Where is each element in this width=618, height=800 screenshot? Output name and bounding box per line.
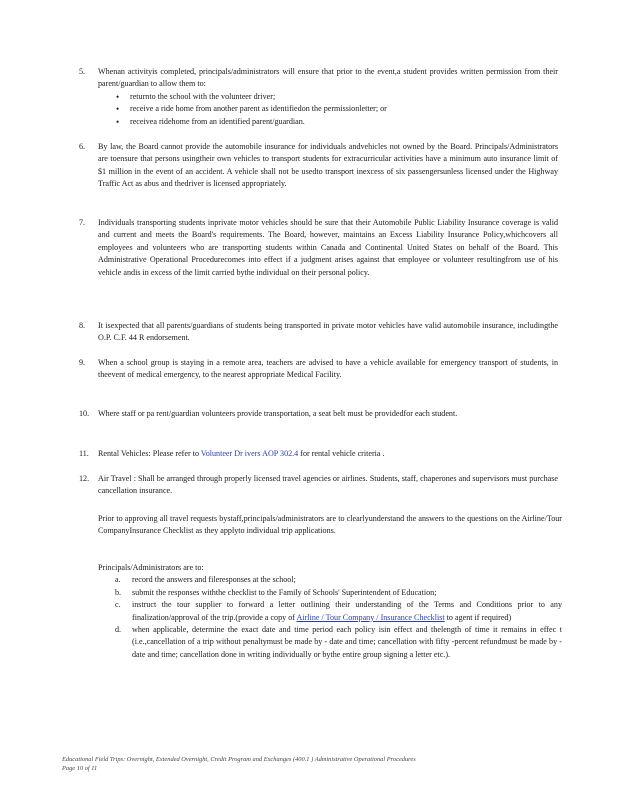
list-item-8	[80, 320, 558, 345]
item-text: It isexpected that all parents/guardians of students being transported in private motor vehicles have valid automobile insurance, includingthe O.P. C.F. 44 R endorsement.	[98, 321, 558, 343]
volunteer-drivers-link[interactable]: Volunteer Dr ivers AOP 302.4	[200, 449, 299, 458]
sub-item-b: b. submit the responses withthe checklist to the Family of Schools' Superintendent of Education;	[115, 587, 437, 597]
item-number: 10.	[79, 409, 90, 418]
principals-section	[98, 562, 562, 661]
sub-item-d: d. when applicable, determine the exact date and time period each policy isin effect and thelength of time it remains in effec t (i.e.,cancellation of a trip without penaltymust be made by - date and time; cancellation with fifty -percent refundmust be made by - date and time; cancellation done in writing individually or bythe entire group signing a letter etc.).	[115, 625, 562, 659]
item-number: 7.	[79, 218, 86, 227]
item-number: 5.	[79, 67, 86, 76]
item-text: Where staff or pa rent/guardian volunteers provide transportation, a seat belt must be providedfor each student.	[98, 409, 458, 418]
list-item-6	[80, 141, 558, 191]
bullet-list	[80, 91, 558, 128]
bullet-item: • receivea ridehome from an identified parent/guardian.	[116, 116, 558, 128]
principals-intro: Principals/Administrators are to:	[98, 563, 204, 572]
list-item-12	[80, 473, 558, 498]
item-number: 11.	[79, 449, 89, 458]
item-text: Air Travel : Shall be arranged through properly licensed travel agencies or airlines. Students, staff, chaperones and supervisors must purchase cancellation insurance.	[98, 474, 558, 496]
list-item-10	[80, 408, 558, 420]
sub-item-c: c. instruct the tour supplier to forward a letter outlining their understanding of the Terms and Conditions prior to any finalization/approval of the trip.(provide a copy of Airline / Tour Company / Insurance Checklist to agent if required)	[115, 600, 562, 622]
bullet-item: • returnto the school with the volunteer driver;	[116, 91, 558, 103]
page-footer	[62, 755, 542, 773]
list-item-7	[80, 217, 558, 279]
sub-item-a: a. record the answers and fileresponses at the school;	[115, 575, 296, 585]
bullet-item: • receive a ride home from another parent as identifiedon the permissionletter; or	[116, 103, 558, 115]
list-item-9	[80, 357, 558, 382]
item-text: Whenan activityis completed, principals/administrators will ensure that prior to the event,a student provides written permission from their parent/guardian to allow them to:	[98, 67, 558, 89]
item-number: 6.	[79, 142, 86, 151]
sub-item-list	[98, 574, 562, 661]
rental-vehicles-text-after: for rental vehicle criteria .	[300, 449, 385, 458]
item-number: 9.	[79, 358, 86, 367]
footer-title: Educational Field Trips: Overnight, Extended Overnight, Credit Program and Exchanges (400.1 ) Administrative Operational Procedures	[62, 756, 416, 763]
item-number: 12.	[79, 474, 90, 483]
footer-page-number: Page 10 of 11	[62, 765, 98, 772]
airline-tour-checklist-link[interactable]: Airline / Tour Company / Insurance Checklist	[296, 612, 445, 622]
list-item-5	[80, 66, 558, 128]
list-item-11	[80, 448, 558, 460]
item-text: When a school group is staying in a remote area, teachers are advised to have a vehicle available for emergency transport of students, in theevent of medical emergency, to the nearest appropriate Medical Facility.	[98, 358, 558, 380]
item-text: By law, the Board cannot provide the automobile insurance for individuals andvehicles not owned by the Board. Principals/Administrators are toensure that persons usingtheir own vehicles to transport students for extracurricular activities have a minimum auto insurance limit of $1 million in the event of an accident. A vehicle shall not be usedto transport inexcess of six passengersunless licensed under the Highway Traffic Act as abus and thedriver is licensed appropriately.	[98, 142, 558, 189]
item-text: Individuals transporting students inprivate motor vehicles should be sure that their Automobile Public Liability Insurance coverage is valid and current and meets the Board's requirements. The Board, however, maintains an Excess Liability Insurance Policy,whichcovers all employees and volunteers who are transporting students within Canada and Continental United States on behalf of the Board. This Administrative Operational Procedurecomes into effect if a judgment arises against that employee or volunteer resultingfrom use of his vehicle andis in excess of the limit carried bythe individual on their personal policy.	[98, 218, 558, 277]
rental-vehicles-text: Rental Vehicles: Please refer to	[98, 449, 199, 458]
item-text	[98, 448, 558, 460]
prior-to-approving-paragraph: Prior to approving all travel requests bystaff,principals/administrators are to clearlyunderstand the answers to the questions on the Airline/Tour CompanyInsurance Checklist as they applyto individual trip applications.	[98, 514, 562, 536]
item-number: 8.	[79, 321, 86, 330]
